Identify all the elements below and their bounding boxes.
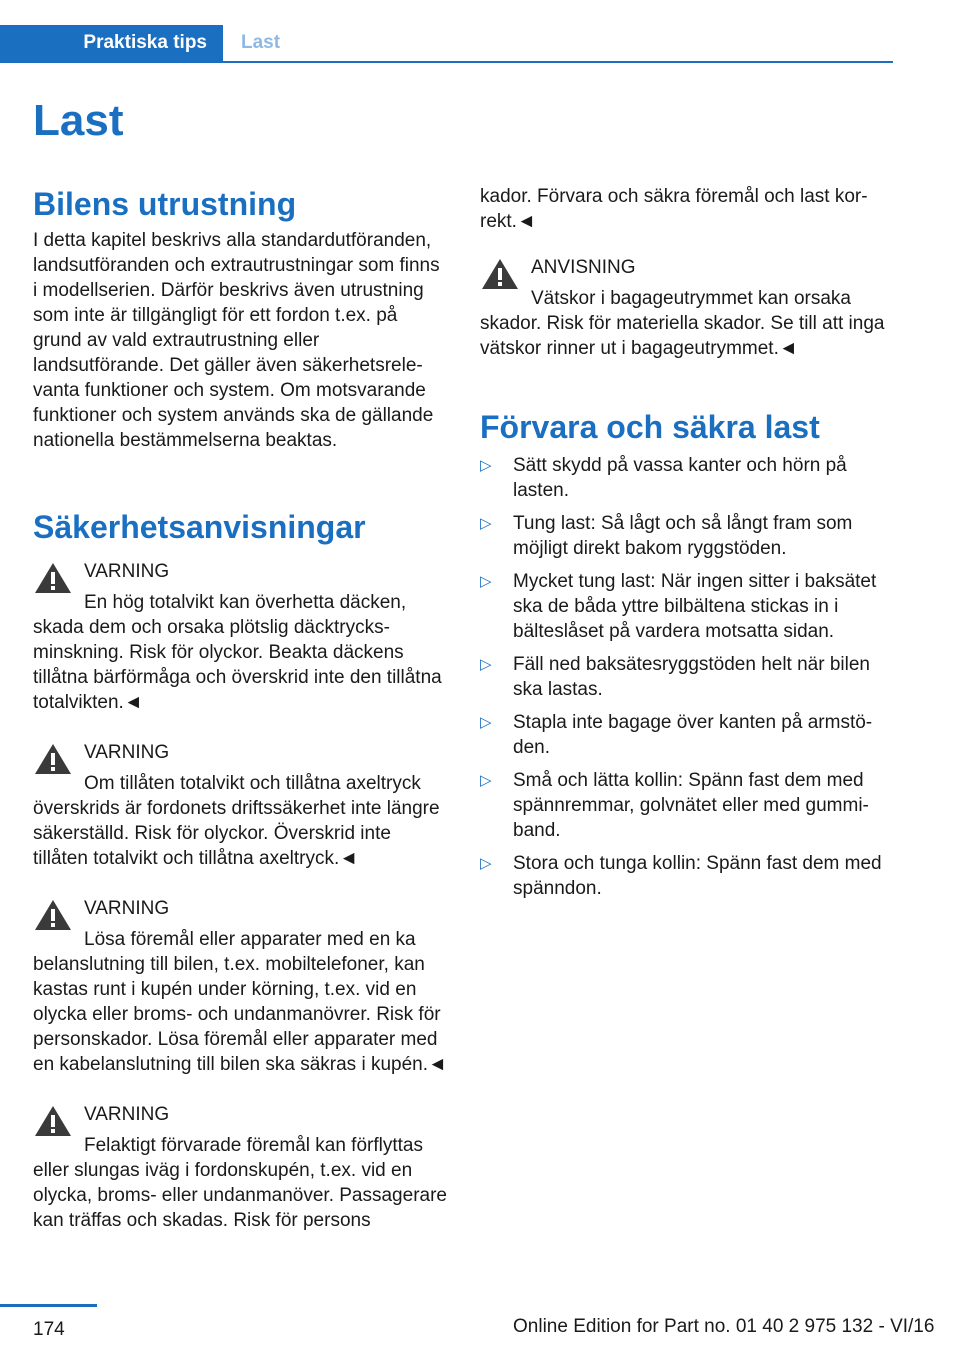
continuation-text: kador. Förvara och säkra föremål och last korrekt.◄ (480, 186, 868, 232)
section-heading-sakerhetsanvisningar: Säkerhetsanvisningar (33, 509, 366, 545)
warning-triangle-icon (480, 257, 520, 291)
footer-divider (0, 1304, 97, 1307)
list-item: ▷ Stapla inte bagage över kanten på armstöden. (480, 712, 873, 758)
notice-text: skador. Risk för materiella skador. Se till att inga vätskor rinner ut i bagageutrymmet.◄ (480, 313, 885, 359)
warning-text: eller slungas iväg i fordonskupén, t.ex. vid en olycka, broms- eller undanmanöver. Passagerare kan träffas och skadas. Risk för persons (33, 1160, 447, 1231)
warning-triangle-icon (33, 1104, 73, 1138)
section-heading-bilens-utrustning: Bilens utrustning (33, 186, 297, 222)
left-column (33, 184, 447, 1233)
warning-block (33, 896, 447, 1077)
bullet-icon: ▷ (480, 457, 492, 474)
list-item: ▷ Tung last: Så lågt och så långt fram som möjligt direkt bakom ryggstöden. (480, 513, 853, 559)
list-item: ▷ Mycket tung last: När ingen sitter i baksätet ska de båda yttre bilbältena stickas in i bälteslåset på vardera motsatta sidan. (480, 571, 877, 642)
warning-text-first: En hög totalvikt kan överhetta däcken, (84, 592, 407, 613)
warning-text: belanslutning till bilen, t.ex. mobiltelefoner, kan kastas runt i kupén under körning, t.ex. vid en olycka eller broms- och undanmanövrer. Risk för personskador. Lösa föremål eller apparater med en kabelanslutning till bilen ska säkras i kupén.◄ (33, 954, 447, 1075)
bullet-icon: ▷ (480, 855, 492, 872)
warning-block (33, 740, 447, 871)
tab-last[interactable]: Last (241, 32, 281, 53)
page-number: 174 (33, 1319, 65, 1340)
notice-title: ANVISNING (531, 257, 636, 278)
warning-triangle-icon (33, 742, 73, 776)
bullet-icon: ▷ (480, 772, 492, 789)
list-item: ▷ Små och lätta kollin: Spänn fast dem med spännremmar, golvnätet eller med gummiband. (480, 770, 869, 841)
tab-praktiska-tips[interactable]: Praktiska tips (0, 25, 223, 61)
page-title: Last (33, 96, 124, 145)
warning-title: VARNING (84, 898, 170, 919)
bullet-icon: ▷ (480, 714, 492, 731)
warning-text-first: Om tillåten totalvikt och tillåtna axeltryck (84, 773, 421, 794)
warning-text-first: Lösa föremål eller apparater med en ka (84, 929, 416, 950)
load-tips-list (480, 453, 894, 901)
list-item: ▷ Fäll ned baksätesryggstöden helt när bilen ska lastas. (480, 654, 871, 700)
notice-block (480, 255, 894, 361)
warning-triangle-icon (33, 561, 73, 595)
warning-title: VARNING (84, 1104, 170, 1125)
bullet-icon: ▷ (480, 515, 492, 532)
bullet-icon: ▷ (480, 656, 492, 673)
warning-text-first: Felaktigt förvarade föremål kan förflyttas (84, 1135, 423, 1156)
list-item: ▷ Stora och tunga kollin: Spänn fast dem med spänndon. (480, 853, 882, 899)
list-item: ▷ Sätt skydd på vassa kanter och hörn på lasten. (480, 455, 847, 501)
warning-text: överskrids är fordonets driftssäkerhet inte längre säkerställd. Risk för olyckor. Överskrid inte tillåten totalvikt och tillåtna axeltryck.◄ (33, 798, 440, 869)
warning-text: skada dem och orsaka plötslig däcktrycksminskning. Risk för olyckor. Beakta däckens tillåtna bärförmåga och överskrid inte den tillåtna totalvikten.◄ (33, 617, 442, 713)
edition-text: Online Edition for Part no. 01 40 2 975 132 - VI/16 (513, 1316, 935, 1337)
warning-title: VARNING (84, 742, 170, 763)
warning-block (33, 1102, 447, 1233)
section-text-bilens-utrustning: I detta kapitel beskrivs alla standardutföranden, landsutföranden och extrautrustningar som finns i modellserien. Därför beskrivs även utrustning som inte är tillgängligt för ett fordon t.ex. på grund av vald extrautrustning eller landsutförande. Det gäller även säkerhetsrelevanta funktioner och system. Om motsvarande funktioner och system används ska de gällande nationella bestämmelserna beaktas. (33, 230, 440, 451)
bullet-icon: ▷ (480, 573, 492, 590)
warning-triangle-icon (33, 898, 73, 932)
section-heading-forvara-och-sakra-last: Förvara och säkra last (480, 409, 820, 445)
header-tabs (0, 25, 893, 63)
warning-block (33, 559, 447, 715)
right-column (480, 184, 894, 909)
notice-text-first: Vätskor i bagageutrymmet kan orsaka (531, 288, 851, 309)
warning-title: VARNING (84, 561, 170, 582)
